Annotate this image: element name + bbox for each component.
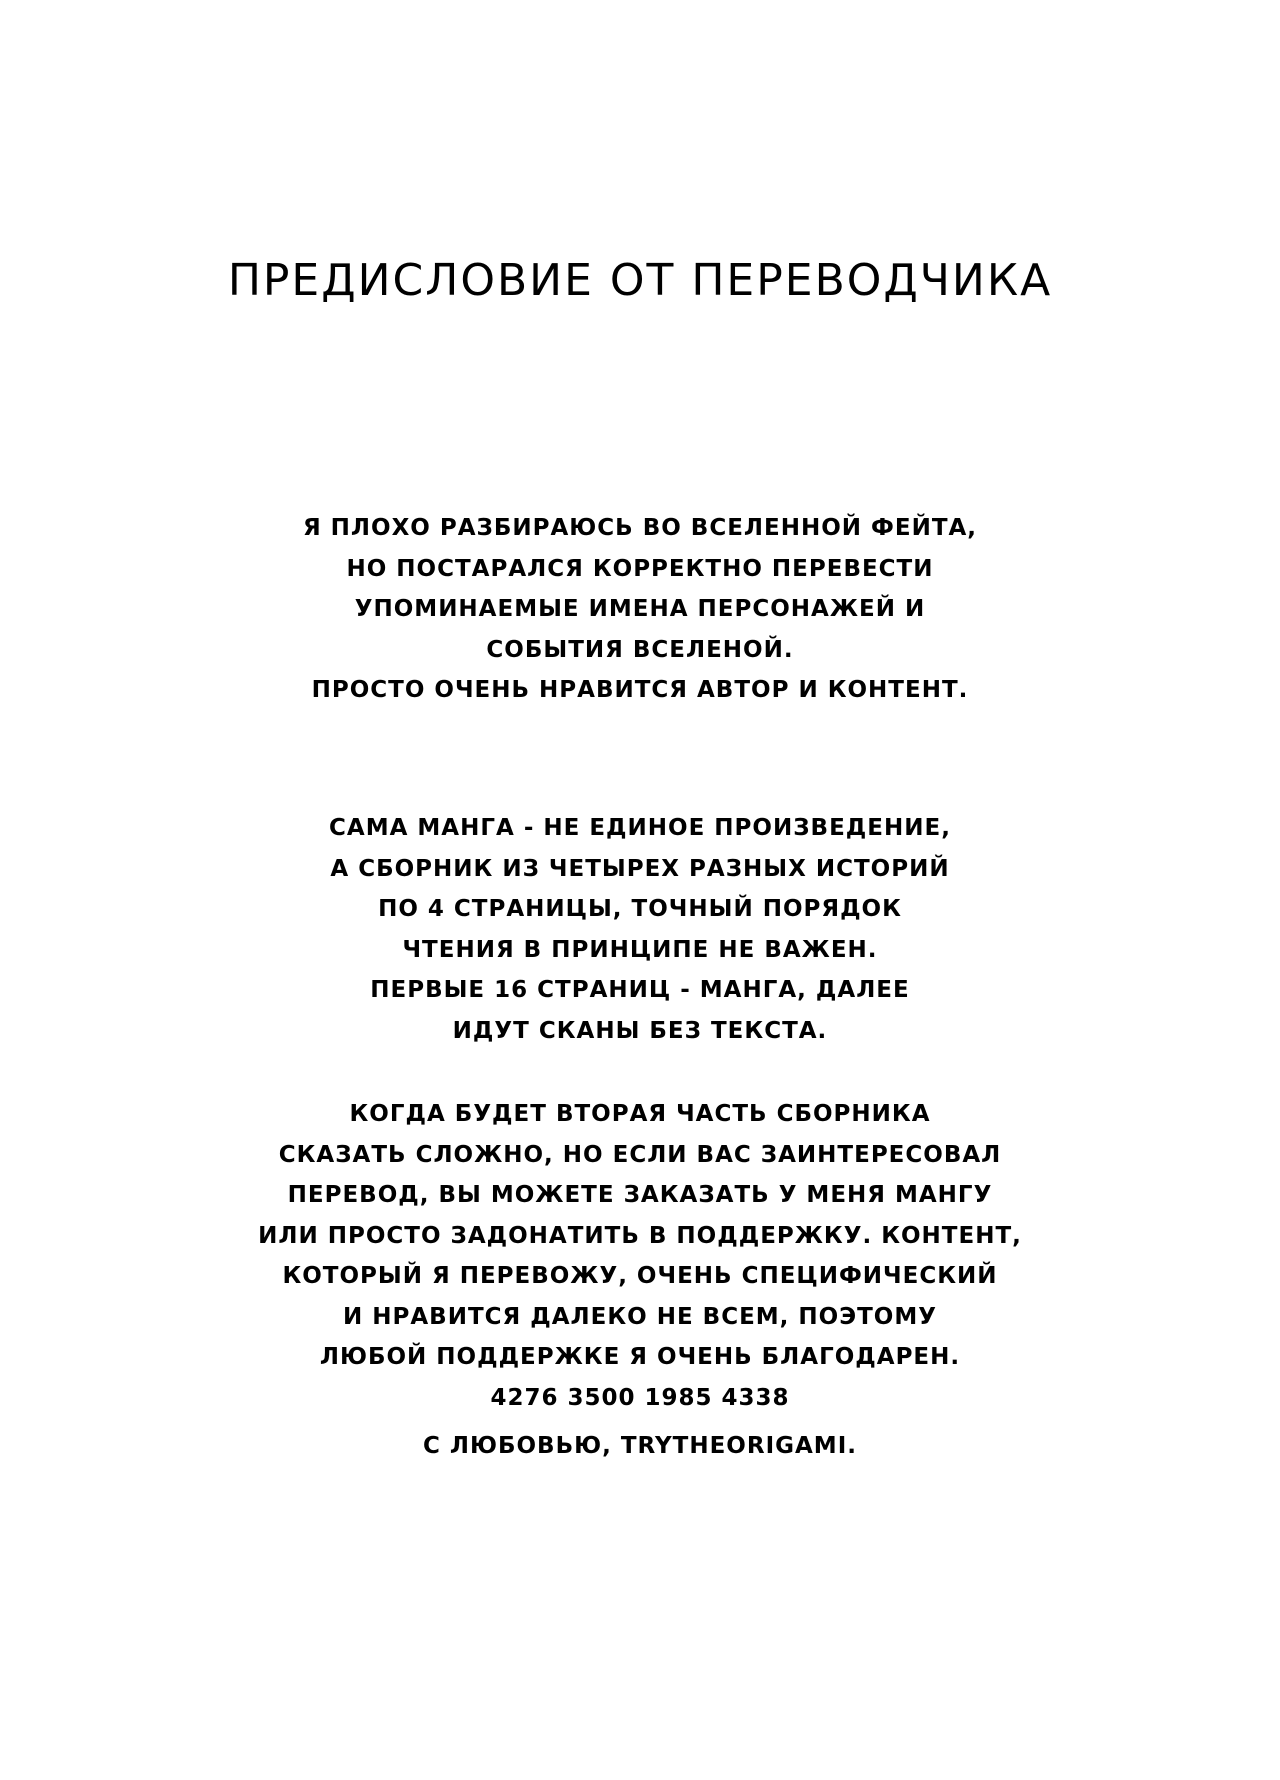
signature: С ЛЮБОВЬЮ, TRYTHEORIGAMI. — [422, 1433, 857, 1459]
paragraph-support — [0, 1094, 1280, 1418]
text-line: СОБЫТИЯ ВСЕЛЕНОЙ. — [486, 636, 794, 663]
text-line: ПРОСТО ОЧЕНЬ НРАВИТСЯ АВТОР И КОНТЕНТ. — [311, 677, 969, 703]
card-number: 4276 3500 1985 4338 — [490, 1384, 790, 1411]
page-title: ПРЕДИСЛОВИЕ ОТ ПЕРЕВОДЧИКА — [227, 255, 1053, 306]
text-line: ЧТЕНИЯ В ПРИНЦИПЕ НЕ ВАЖЕН. — [402, 936, 878, 963]
text-line: И НРАВИТСЯ ДАЛЕКО НЕ ВСЕМ, ПОЭТОМУ — [343, 1303, 937, 1330]
text-line: ПЕРВЫЕ 16 СТРАНИЦ - МАНГА, ДАЛЕЕ — [370, 977, 910, 1003]
text-line: УПОМИНАЕМЫЕ ИМЕНА ПЕРСОНАЖЕЙ И — [354, 596, 926, 622]
text-line: КОТОРЫЙ Я ПЕРЕВОЖУ, ОЧЕНЬ СПЕЦИФИЧЕСКИЙ — [282, 1263, 998, 1289]
text-line: ИДУТ СКАНЫ БЕЗ ТЕКСТА. — [452, 1017, 828, 1044]
text-line: ИЛИ ПРОСТО ЗАДОНАТИТЬ В ПОДДЕРЖКУ. КОНТЕНТ, — [258, 1222, 1022, 1249]
paragraph-about-manga — [0, 808, 1280, 1051]
text-line: САМА МАНГА - НЕ ЕДИНОЕ ПРОИЗВЕДЕНИЕ, — [329, 815, 951, 841]
text-line: А СБОРНИК ИЗ ЧЕТЫРЕХ РАЗНЫХ ИСТОРИЙ — [330, 855, 950, 882]
text-line: Я ПЛОХО РАЗБИРАЮСЬ ВО ВСЕЛЕННОЙ ФЕЙТА, — [302, 515, 978, 541]
text-line: СКАЗАТЬ СЛОЖНО, НО ЕСЛИ ВАС ЗАИНТЕРЕСОВАЛ — [278, 1141, 1002, 1168]
text-line: НО ПОСТАРАЛСЯ КОРРЕКТНО ПЕРЕВЕСТИ — [346, 555, 934, 582]
text-line: ЛЮБОЙ ПОДДЕРЖКЕ Я ОЧЕНЬ БЛАГОДАРЕН. — [319, 1344, 961, 1370]
text-line: КОГДА БУДЕТ ВТОРАЯ ЧАСТЬ СБОРНИКА — [349, 1101, 931, 1127]
paragraph-intro — [0, 508, 1280, 711]
text-line: ПО 4 СТРАНИЦЫ, ТОЧНЫЙ ПОРЯДОК — [378, 896, 902, 922]
text-line: ПЕРЕВОД, ВЫ МОЖЕТЕ ЗАКАЗАТЬ У МЕНЯ МАНГУ — [287, 1182, 993, 1208]
